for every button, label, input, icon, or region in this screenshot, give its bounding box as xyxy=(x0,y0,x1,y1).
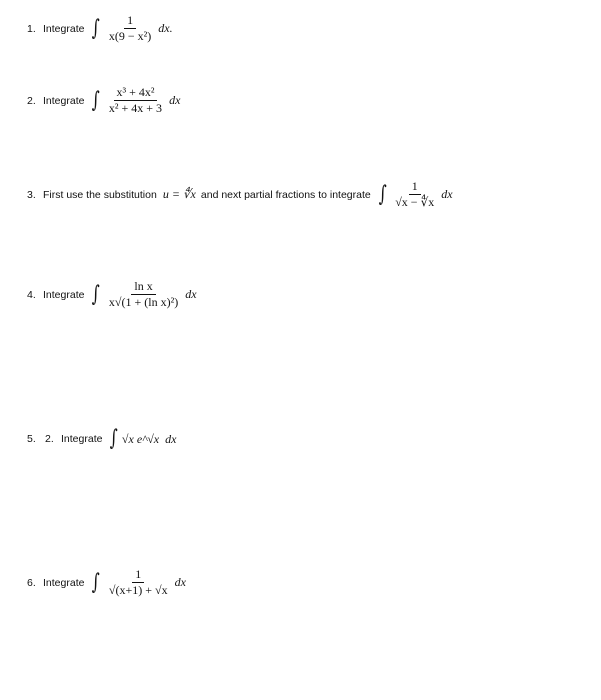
differential: dx xyxy=(441,187,453,202)
problem-4 xyxy=(27,280,197,309)
substitution: u = ∜x xyxy=(162,187,196,202)
problem-subnumber: 2. xyxy=(45,433,54,445)
denominator: x² + 4x + 3 xyxy=(108,101,163,116)
fraction xyxy=(392,180,437,209)
problem-3 xyxy=(27,180,453,209)
differential: dx xyxy=(174,575,186,590)
numerator: ln x xyxy=(131,280,155,295)
problem-instruction: Integrate xyxy=(61,433,103,445)
integral-sign-icon: ∫ xyxy=(92,569,101,595)
integral-expression xyxy=(90,568,186,597)
integral-sign-icon: ∫ xyxy=(378,181,387,207)
problem-number: 3. xyxy=(27,188,36,201)
integral-sign-icon: ∫ xyxy=(92,87,101,113)
numerator: 1 xyxy=(124,14,136,29)
problem-instruction: Integrate xyxy=(43,288,85,301)
numerator: x³ + 4x² xyxy=(114,86,158,101)
problem-number: 5. xyxy=(27,433,36,445)
integral-expression xyxy=(90,14,172,43)
numerator: 1 xyxy=(132,568,144,583)
problem-2 xyxy=(27,86,180,115)
integral-expression xyxy=(90,280,196,309)
differential: dx xyxy=(169,93,181,108)
fraction xyxy=(106,86,165,115)
problem-instruction: Integrate xyxy=(43,576,85,589)
denominator: x√(1 + (ln x)²) xyxy=(108,295,179,310)
problem-number: 1. xyxy=(27,22,36,35)
denominator: √x − ∜x xyxy=(395,195,435,210)
differential: dx. xyxy=(158,21,173,36)
integral-expression xyxy=(377,180,453,209)
problem-5 xyxy=(27,428,176,450)
problem-instruction: Integrate xyxy=(43,94,85,107)
substitution-expression xyxy=(163,187,196,202)
integral-expression xyxy=(108,428,176,450)
fraction xyxy=(106,14,154,43)
differential: dx xyxy=(165,431,177,446)
problem-instruction: Integrate xyxy=(43,22,85,35)
problem-instruction: First use the substitution xyxy=(43,188,157,201)
denominator: √(x+1) + √x xyxy=(108,583,168,598)
differential: dx xyxy=(185,287,197,302)
integral-sign-icon: ∫ xyxy=(92,281,101,307)
problem-number: 4. xyxy=(27,288,36,301)
problem-instruction-2: and next partial fractions to integrate xyxy=(200,188,371,201)
problem-1 xyxy=(27,14,173,43)
problem-6 xyxy=(27,568,186,597)
numerator: 1 xyxy=(409,180,421,195)
integral-sign-icon: ∫ xyxy=(110,426,119,451)
integral-expression xyxy=(90,86,180,115)
problem-number: 6. xyxy=(27,576,36,589)
denominator: x(9 − x²) xyxy=(108,29,152,44)
problem-number: 2. xyxy=(27,94,36,107)
integral-sign-icon: ∫ xyxy=(92,15,101,41)
fraction xyxy=(106,280,181,309)
integrand: √x e^√x xyxy=(121,431,160,446)
fraction xyxy=(106,568,171,597)
